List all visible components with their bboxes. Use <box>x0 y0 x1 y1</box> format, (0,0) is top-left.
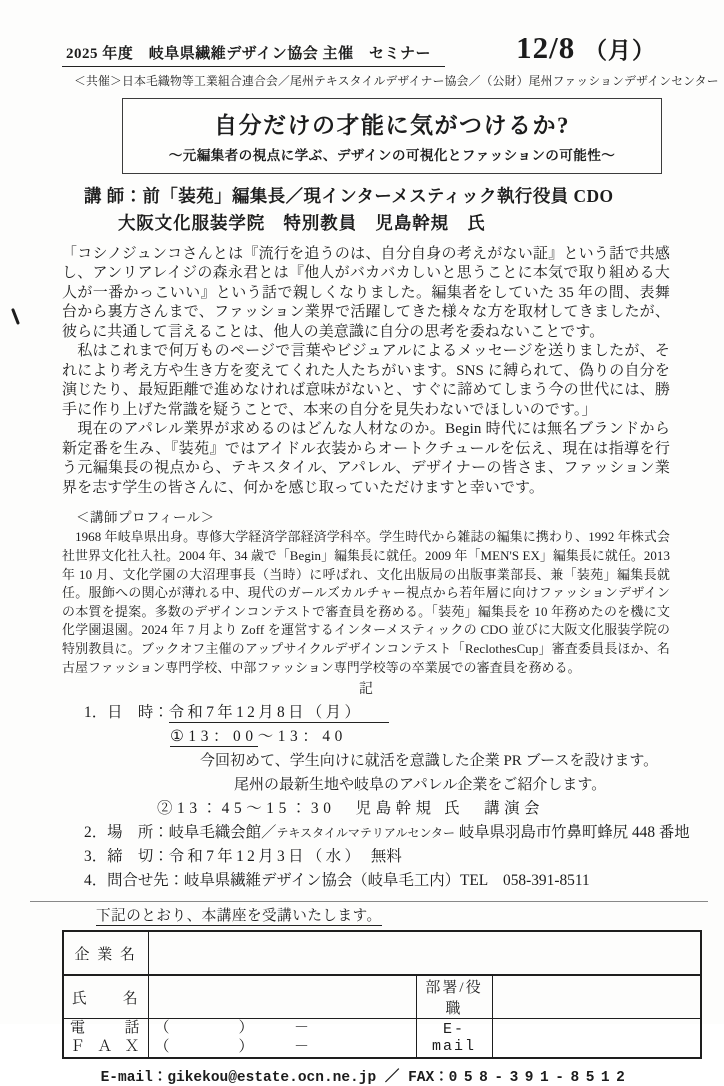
detail-item-deadline <box>84 845 670 869</box>
contact-label: 4．問合せ先： <box>84 872 185 890</box>
event-date-day: 12/8 <box>516 30 576 65</box>
deadline-fee: 無料 <box>355 848 402 866</box>
scan-artifact <box>11 308 20 325</box>
place-center-name: テキスタイルマテリアルセンター <box>276 826 455 841</box>
lecturer-message <box>62 245 670 499</box>
detail-item-contact <box>84 869 670 893</box>
datetime-label: 1．日 時： <box>84 704 169 722</box>
form-row-tel-fax <box>63 1019 701 1059</box>
lecturer-profile <box>62 506 670 677</box>
tel-value: （ ） － <box>154 1020 316 1037</box>
cohost-line: ＜共催＞日本毛織物等工業組合連合会／尾州テキスタイルデザイナー協会／（公財）尾州ファッションデザインセンター <box>74 74 719 88</box>
footer-email-value: gikekou@estate.ocn.ne.jp <box>167 1070 377 1086</box>
company-label: 企 業 名 <box>63 931 148 975</box>
fax-value: （ ） － <box>154 1039 316 1056</box>
name-label: 氏 名 <box>63 975 148 1019</box>
detail-item-datetime <box>84 701 670 725</box>
form-row-name <box>63 975 701 1019</box>
event-date-weekday: （月） <box>584 38 656 63</box>
deadline-value: 令和7年12月3日（水） <box>168 848 356 866</box>
session-2-time-and-title: ②13：45～15：30 児島幹規 氏 講演会 <box>157 800 545 818</box>
form-row-company <box>63 931 701 975</box>
department-input-cell <box>492 975 701 1019</box>
department-label: 部署/役職 <box>416 975 492 1019</box>
application-form-table <box>62 930 702 1059</box>
title-box <box>122 98 662 174</box>
seminar-organizer-label: 2025 年度 岐阜県繊維デザイン協会 主催 セミナー <box>62 40 445 67</box>
detail-item-place <box>84 821 690 845</box>
message-paragraph-1: 「コシノジュンコさんとは『流行を追うのは、自分自身の考えがない証』という話で共感し、アンリアレイジの森永君とは『他人がバカバカしいと思うことに本気で取り組める大人が一番かっこいい』という話で親しくなりました。編集者をしていた 35 年の間、表舞台から裏方さんまで、ファッション業界で活躍してきた様々な方を取材してきましたが、彼らに共通して言えることは、他人の美意識に自分の思考を委ねないことです。 <box>62 245 670 340</box>
event-date <box>516 30 656 66</box>
lecturer-line-2: 大阪文化服装学院 特別教員 児島幹規 氏 <box>118 212 486 233</box>
name-input-cell <box>148 975 416 1019</box>
session-2 <box>157 797 670 821</box>
message-paragraph-2: 私はこれまで何万ものページで言葉やビジュアルによるメッセージを送りましたが、それにより考え方や生き方を変えてくれた人たちがいます。SNS に縛られて、偽りの自分を演じたり、最短距離で進めなければ意味がないと、すぐに諦めてしまう今の世代には、勝手に作り上げた常識を疑うことで、本来の自分を見失わないでほしいのです。」 <box>62 343 670 418</box>
place-venue: 岐阜毛織会館／ <box>168 824 277 842</box>
footer-fax-value: 058-391-8512 <box>448 1070 632 1086</box>
application-instruction-line <box>96 904 670 925</box>
lecturer-block <box>62 183 670 237</box>
session-1-end: ～13：40 <box>257 728 347 746</box>
application-instruction: 下記のとおり、本講座を受講いたします。 <box>96 908 382 925</box>
fax-label: ＦＡＸ <box>70 1039 142 1056</box>
footer-email-label: E-mail： <box>100 1070 168 1086</box>
deadline-label: 3．締 切： <box>84 848 169 866</box>
footer-contact <box>62 1065 670 1086</box>
footer-fax-label: FAX： <box>408 1070 449 1086</box>
place-label: 2．場 所： <box>84 824 169 842</box>
details-list <box>62 701 690 893</box>
seminar-subtitle: ～元編集者の視点に学ぶ、デザインの可視化とファッションの可能性～ <box>168 148 616 163</box>
tel-fax-label <box>63 1019 148 1059</box>
session-1-start: ①13：00 <box>170 728 258 746</box>
cut-rule <box>30 901 708 902</box>
footer-separator: ／ <box>376 1070 409 1086</box>
lecturer-line-1: 講 師：前「装苑」編集長／現インターメスティック執行役員 CDO <box>84 186 614 206</box>
session-1-note-1: 今回初めて、学生向けに就活を意識した企業 PR ブースを設けます。 <box>200 753 659 770</box>
profile-heading: ＜講師プロフィール＞ <box>76 510 215 526</box>
tel-label: 電 話 <box>70 1020 142 1037</box>
email-input-cell <box>492 1019 701 1059</box>
header <box>62 30 670 67</box>
session-1-note-2: 尾州の最新生地や岐阜のアパレル企業をご紹介します。 <box>234 777 607 794</box>
profile-body: 1968 年岐阜県出身。専修大学経済学部経済学科卒。学生時代から雑誌の編集に携わり、1992 年株式会社世界文化社入社。2004 年、34 歳で「Begin」編集長に就任。2009 年「MEN'S EX」編集長に就任。2013 年 10 月、文化学園の大沼理事長（当時）に呼ばれ、文化出版局の出版事業部長、兼「装苑」編集長就任。服飾への関心が薄れる中、現代のガールズカルチャー視点から若年層に向けファッションデザインの本質を提案。多数のデザインコンテストで審査員を務める。「装苑」編集長を 10 年務めたのを機に文化学園退園。2024 年 7 月より Zoff を運営するインターメスティックの CDO 並びに大阪文化服装学院の特別教員に。ブックオフ主催のアップサイクルデザインコンテスト「ReclothesCup」審査委員長ほか、名古屋ファッション専門学校、中部ファッション専門学校等の卒業展での審査員を務める。 <box>62 530 670 675</box>
datetime-value: 令和7年12月8日（月） <box>169 704 390 723</box>
session-1-time <box>170 725 670 749</box>
place-address: 岐阜県羽島市竹鼻町蜂尻 448 番地 <box>454 824 690 842</box>
email-label: E-mail <box>416 1019 492 1059</box>
message-paragraph-3: 現在のアパレル業界が求めるのはどんな人材なのか。Begin 時代には無名ブランドから新定番を生み、『装苑』ではアイドル衣装からオートクチュールを伝え、現在は指導を行う元編集長の視点から、テキスタイル、アパレル、デザイナーの皆さま、ファッション業界を志す学生の皆さんに、何かを感じ取っていただけますと幸いです。 <box>62 421 670 496</box>
seminar-title: 自分だけの才能に気がつけるか? <box>214 113 570 138</box>
tel-fax-input-cell <box>148 1019 416 1059</box>
company-input-cell <box>148 931 701 975</box>
notice-mark: 記 <box>359 682 373 698</box>
contact-value: 岐阜県繊維デザイン協会（岐阜毛工内）TEL 058-391-8511 <box>184 872 590 890</box>
